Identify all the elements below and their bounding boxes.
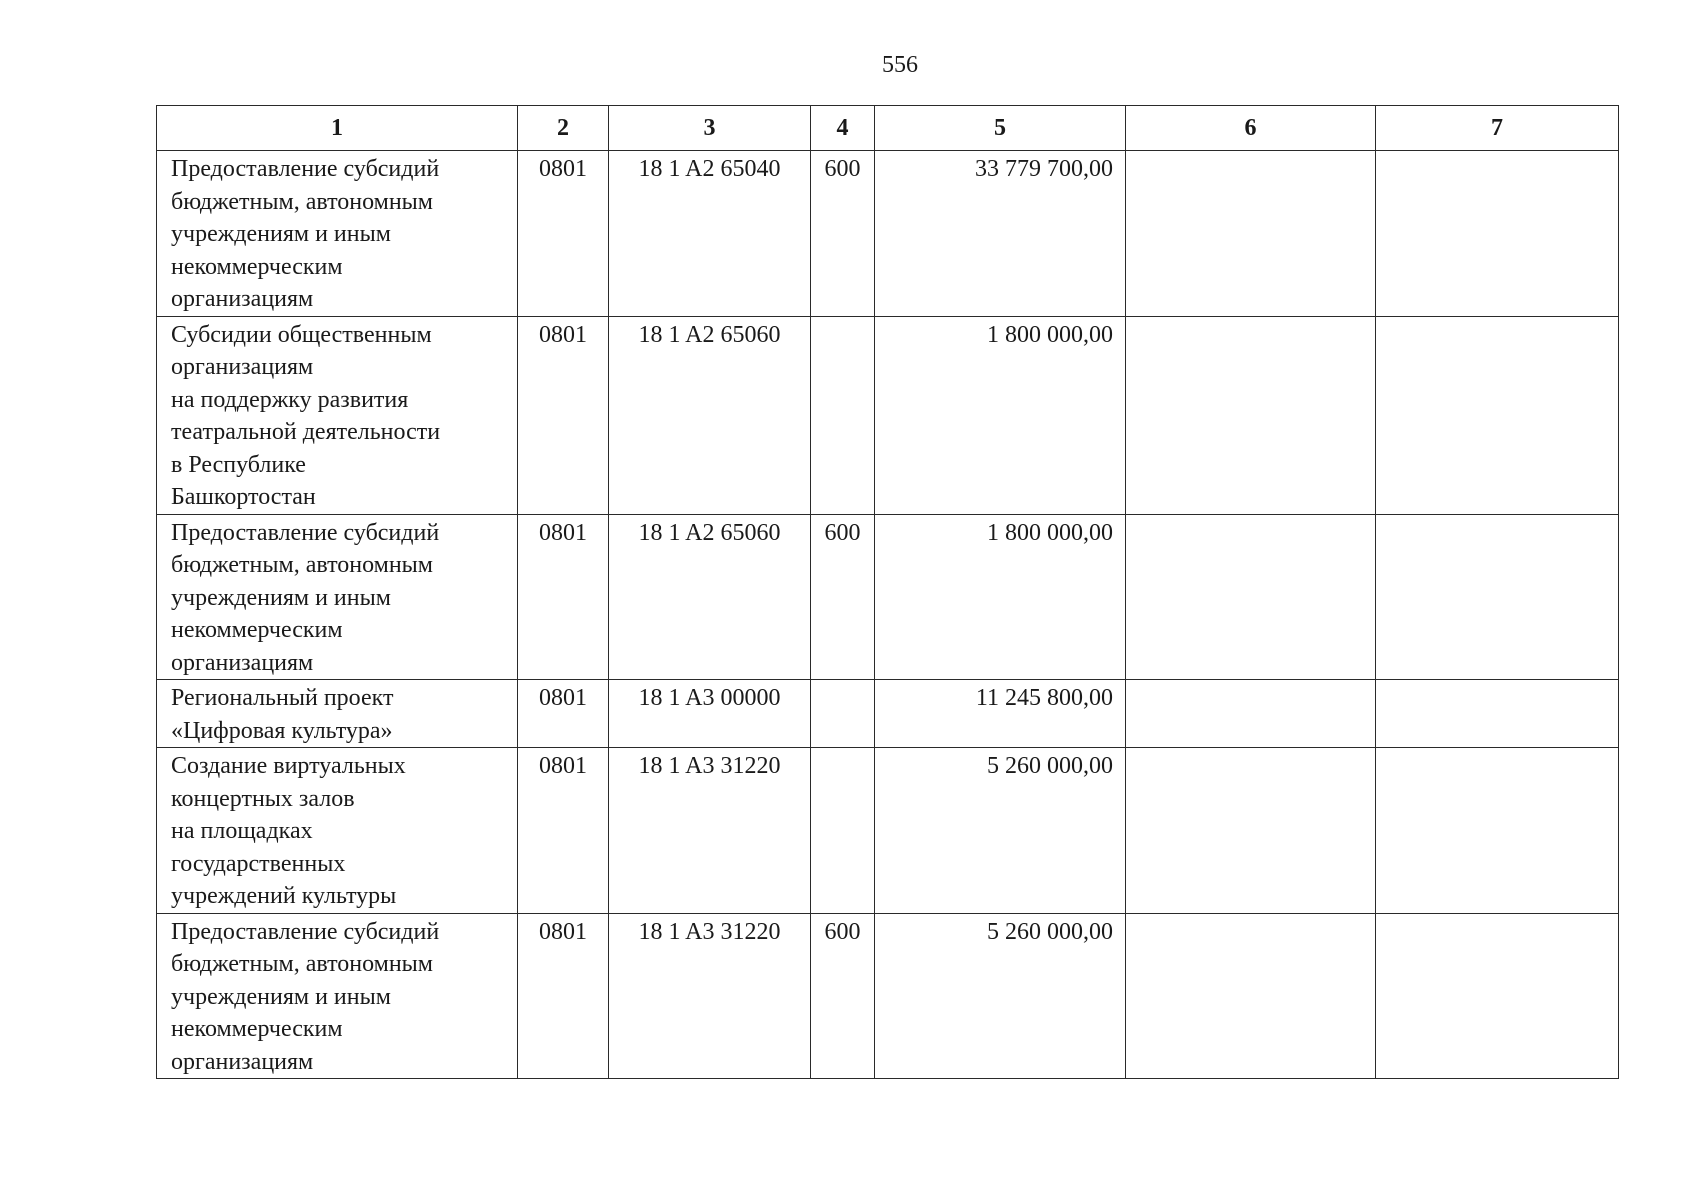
row-name: Предоставление субсидий бюджетным, автономным учреждениям и иным некоммерческим организациям: [171, 918, 440, 1075]
column-7-cell: [1376, 748, 1619, 914]
amount-cell: 11 245 800,00: [875, 680, 1126, 748]
budget-table: [156, 105, 1619, 1079]
table-header-row: [157, 106, 1619, 151]
row-name-cell: [157, 514, 518, 680]
expense-type-cell: 600: [811, 913, 875, 1079]
page-number: 556: [882, 52, 918, 78]
column-6-cell: [1126, 913, 1376, 1079]
amount-cell: 33 779 700,00: [875, 151, 1126, 317]
row-name-cell: [157, 151, 518, 317]
column-6-cell: [1126, 514, 1376, 680]
target-code-cell: 18 1 A3 31220: [609, 913, 811, 1079]
table-row: [157, 748, 1619, 914]
section-code-cell: 0801: [518, 151, 609, 317]
column-header-2: 2: [518, 106, 609, 151]
target-code-cell: 18 1 A3 00000: [609, 680, 811, 748]
column-header-7: 7: [1376, 106, 1619, 151]
column-6-cell: [1126, 151, 1376, 317]
expense-type-cell: 600: [811, 514, 875, 680]
row-name-cell: [157, 748, 518, 914]
column-header-4: 4: [811, 106, 875, 151]
column-header-3: 3: [609, 106, 811, 151]
row-name: Субсидии общественным организациям на поддержку развития театральной деятельности в Республике Башкортостан: [171, 321, 441, 510]
column-header-5: 5: [875, 106, 1126, 151]
row-name: Региональный проект «Цифровая культура»: [171, 685, 394, 744]
table-row: [157, 680, 1619, 748]
column-6-cell: [1126, 680, 1376, 748]
row-name: Предоставление субсидий бюджетным, автономным учреждениям и иным некоммерческим организациям: [171, 156, 440, 312]
row-name-cell: [157, 913, 518, 1079]
column-7-cell: [1376, 680, 1619, 748]
column-7-cell: [1376, 316, 1619, 514]
section-code-cell: 0801: [518, 680, 609, 748]
target-code-cell: 18 1 A3 31220: [609, 748, 811, 914]
row-name: Предоставление субсидий бюджетным, автономным учреждениям и иным некоммерческим организациям: [171, 519, 440, 676]
amount-cell: 5 260 000,00: [875, 748, 1126, 914]
table-row: [157, 151, 1619, 317]
target-code-cell: 18 1 A2 65060: [609, 514, 811, 680]
expense-type-cell: [811, 680, 875, 748]
column-7-cell: [1376, 151, 1619, 317]
target-code-cell: 18 1 A2 65060: [609, 316, 811, 514]
table-row: [157, 913, 1619, 1079]
expense-type-cell: [811, 748, 875, 914]
amount-cell: 5 260 000,00: [875, 913, 1126, 1079]
column-6-cell: [1126, 316, 1376, 514]
column-6-cell: [1126, 748, 1376, 914]
expense-type-cell: [811, 316, 875, 514]
row-name-cell: [157, 680, 518, 748]
section-code-cell: 0801: [518, 748, 609, 914]
section-code-cell: 0801: [518, 913, 609, 1079]
expense-type-cell: 600: [811, 151, 875, 317]
column-header-1: 1: [157, 106, 518, 151]
amount-cell: 1 800 000,00: [875, 514, 1126, 680]
section-code-cell: 0801: [518, 316, 609, 514]
amount-cell: 1 800 000,00: [875, 316, 1126, 514]
row-name-cell: [157, 316, 518, 514]
column-header-6: 6: [1126, 106, 1376, 151]
target-code-cell: 18 1 A2 65040: [609, 151, 811, 317]
column-7-cell: [1376, 913, 1619, 1079]
table-row: [157, 514, 1619, 680]
column-7-cell: [1376, 514, 1619, 680]
section-code-cell: 0801: [518, 514, 609, 680]
row-name: Создание виртуальных концертных залов на площадках государственных учреждений культуры: [171, 753, 406, 909]
table-row: [157, 316, 1619, 514]
